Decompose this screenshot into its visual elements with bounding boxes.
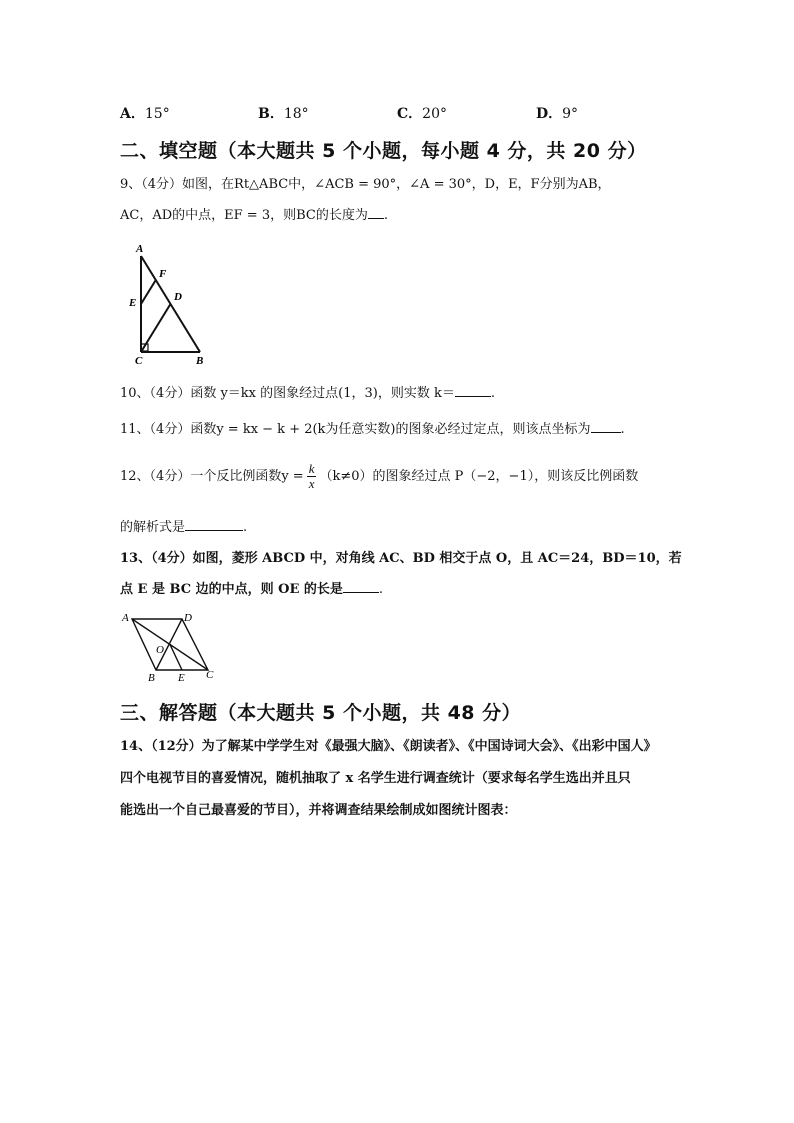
question-14-line-3: 能选出一个自己最喜爱的节目），并将调查结果绘制成如图统计图表：: [120, 803, 517, 818]
label-d: D: [184, 612, 192, 624]
label-d: D: [174, 291, 182, 303]
segment-ef: [141, 280, 156, 304]
section-3-heading: 三、解答题（本大题共 5 个小题，共 48 分）: [120, 702, 522, 724]
question-13-line-1: 13、（4分）如图，菱形 ABCD 中，对角线 AC、BD 相交于点 O，且 AC＝24，BD＝10，若: [120, 551, 682, 566]
answer-blank: [591, 420, 621, 433]
question-14-line-2: 四个电视节目的喜爱情况，随机抽取了 x 名学生进行调查统计（要求每名学生选出并且只: [120, 771, 631, 786]
label-a: A: [136, 243, 144, 255]
label-f: F: [159, 268, 167, 280]
answer-blank: [455, 384, 491, 397]
option-c: C．20°: [397, 106, 447, 122]
triangle-figure: [118, 240, 218, 368]
question-14-line-1: 14、（12分）为了解某中学学生对《最强大脑》、《朗读者》、《中国诗词大会》、《出彩中国人》: [120, 739, 657, 754]
label-o: O: [156, 644, 164, 656]
label-b: B: [196, 355, 204, 367]
question-9-line-1: 9、（4分）如图，在Rt△ABC中，∠ACB = 90°，∠A = 30°，D，E，F分别为AB，: [120, 177, 611, 192]
answer-blank: [343, 580, 379, 593]
option-d: D．9°: [536, 106, 579, 122]
question-12-line-2: 的解析式是 .: [120, 520, 248, 535]
question-11: 11、（4分）函数y = kx − k + 2(k为任意实数)的图象必经过定点，则该点坐标为 .: [120, 422, 625, 437]
question-13-line-2: 点 E 是 BC 边的中点，则 OE 的长是 .: [120, 582, 384, 597]
answer-blank: [185, 518, 243, 531]
option-b: B．18°: [258, 106, 309, 122]
question-12-line-1: 12、（4分）一个反比例函数y = $\frac{k}{x}$ （k≠0）的图象经过点 P（−2，−1），则该反比例函数: [120, 461, 639, 491]
label-e: E: [129, 297, 137, 309]
question-9-line-2: AC，AD的中点，EF = 3，则BC的长度为 .: [120, 208, 388, 223]
segment-cd: [141, 304, 171, 352]
label-b: B: [148, 672, 155, 684]
label-c: C: [135, 355, 143, 367]
section-2-heading: 二、填空题（本大题共 5 个小题，每小题 4 分，共 20 分）: [120, 140, 647, 162]
fraction-k-over-x: $\frac{k}{x}$: [308, 461, 315, 491]
label-e: E: [178, 672, 185, 684]
rhombus-figure: [118, 608, 222, 684]
question-10: 10、（4分）函数 y＝kx 的图象经过点(1，3)，则实数 k＝ .: [120, 386, 495, 401]
label-a: A: [122, 612, 129, 624]
answer-blank: [368, 206, 384, 219]
label-c: C: [206, 669, 214, 681]
option-a: A．15°: [120, 106, 170, 122]
